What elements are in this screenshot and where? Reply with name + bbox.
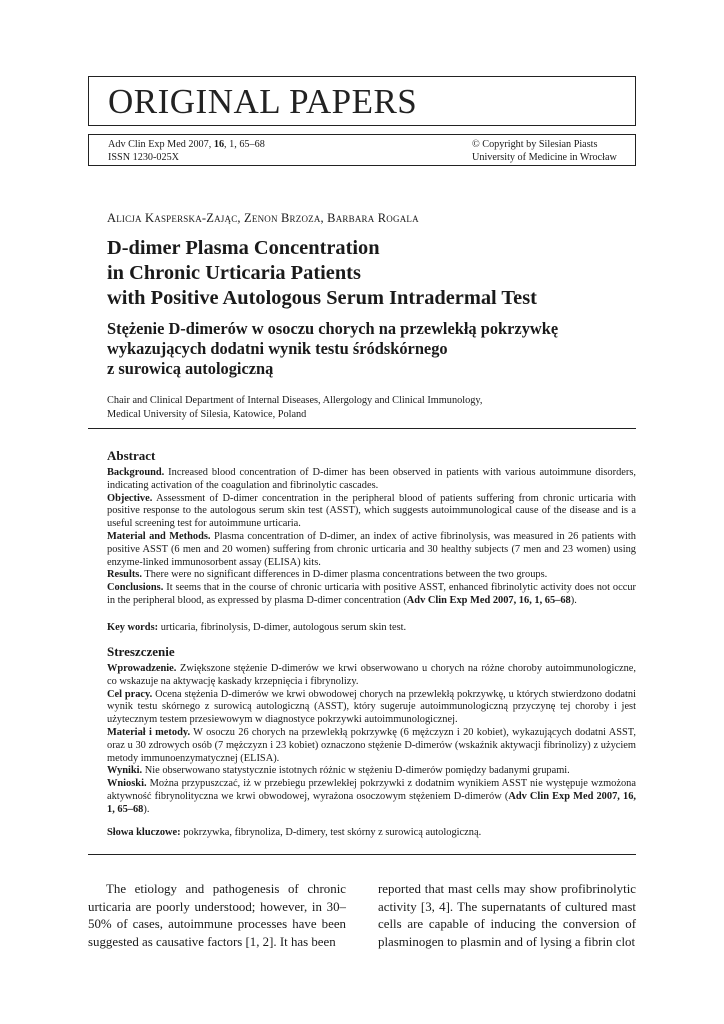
divider [88,854,636,855]
title-en-line: D-dimer Plasma Concentration [107,237,380,259]
title-pl-line: wykazujących dodatni wynik testu śródskórnego [107,339,448,358]
article-title-pl [107,319,627,379]
title-pl-line: Stężenie D-dimerów w osoczu chorych na przewlekłą pokrzywkę [107,319,559,338]
abstract-heading: Abstract [107,448,156,463]
body-paragraph: The etiology and pathogenesis of chronic urticaria are poorly understood; however, in 30–50% of cases, autoimmune processes have been suggested as causative factors [1, 2]. It has been [88,882,346,949]
section-banner [88,76,636,126]
body-column-right [378,881,636,951]
streszczenie-keywords: Słowa kluczowe: pokrzywka, fibrynoliza, D-dimery, test skórny z surowicą autologiczną. [107,827,482,838]
body-column-left [88,881,346,951]
authors: Alicja Kasperska-Zając, Zenon Brzoza, Barbara Rogala [107,211,419,225]
copyright-line-1: © Copyright by Silesian Piasts [472,139,598,150]
streszczenie-heading: Streszczenie [107,644,175,659]
title-en-line: in Chronic Urticaria Patients [107,262,361,284]
streszczenie-body [107,663,636,817]
copyright [472,138,617,164]
abstract-objective: Objective. Assessment of D-dimer concentration in the peripheral blood of patients suffering from chronic urticaria with positive response to the autologous serum skin test (ASST), which suggests autoimmunological cause of the disease and is a useful screening test for autoimmune urticaria. [107,492,636,530]
abstract-conclusions: Conclusions. It seems that in the course of chronic urticaria with positive ASST, enhanced fibrinolytic activity does not occur in the peripheral blood, as expressed by plasma D-dimer concentration (Adv Clin Exp Med 2007, 16, 1, 65–68). [107,582,636,606]
streszczenie-conclusions: Wnioski. Można przypuszczać, iż w przebiegu przewlekłej pokrzywki z dodatnim wynikiem ASST nie występuje wzmożona aktywność fibrynolityczna we krwi obwodowej, wyrażona osoczowym stężeniem D-dimerów (Adv Clin Exp Med 2007, 16, 1, 65–68). [107,778,636,815]
section-title: ORIGINAL PAPERS [108,82,418,121]
streszczenie-methods: Materiał i metody. W osoczu 26 chorych na przewlekłą pokrzywkę (6 mężczyzn i 20 kobiet), wykazujących dodatni ASST, oraz u 30 zdrowych osób (7 mężczyzn i 23 kobiet) oznaczono stężenie D-dimerów (wskaźnik aktywacji fibrinolizy) z użyciem metody immunoenzymatycznej (ELISA). [107,726,636,764]
divider [88,428,636,429]
journal-line-prefix: Adv Clin Exp Med 2007, [108,139,214,150]
affiliation-line: Chair and Clinical Department of Internal Diseases, Allergology and Clinical Immunology, [107,395,483,406]
streszczenie-results: Wyniki. Nie obserwowano statystycznie istotnych różnic w stężeniu D-dimerów pomiędzy badanymi grupami. [107,765,570,777]
article-title-en [107,236,627,311]
body-paragraph: reported that mast cells may show profibrinolytic activity [3, 4]. The supernatants of cultured mast cells are capable of inducing the conversion of plasminogen to plasmin and of lysing a fibrin clot [378,882,636,949]
journal-citation [108,138,265,164]
journal-meta-box [88,134,636,166]
journal-volume: 16 [213,139,225,150]
abstract-methods: Material and Methods. Plasma concentration of D-dimer, an index of active fibrinolysis, was measured in 26 patients with positive ASST (6 men and 20 women) suffering from chronic urticaria and 30 healthy subjects (7 men and 23 women) using enzyme-linked immunosorbent assay (ELISA) kits. [107,530,636,568]
affiliation [107,394,627,421]
streszczenie-aim: Cel pracy. Ocena stężenia D-dimerów we krwi obwodowej chorych na przewlekłą pokrzywkę, u których stwierdzono dodatni wynik testu skórnego z surowicą autologiczną (ASST), który sugeruje autoimmunologiczną przyczynę tej choroby i jest użytecznym testem przesiewowym w diagnostyce pokrzywki autoimmunologicznej. [107,688,636,726]
abstract-body [107,467,636,608]
title-en-line: with Positive Autologous Serum Intradermal Test [107,287,537,309]
journal-line-suffix: , 1, 65–68 [224,139,265,150]
abstract-keywords: Key words: urticaria, fibrinolysis, D-dimer, autologous serum skin test. [107,622,407,633]
abstract-results: Results. There were no significant differences in D-dimer plasma concentrations between the two groups. [107,569,548,581]
streszczenie-intro: Wprowadzenie. Zwiększone stężenie D-dimerów we krwi obserwowano u chorych na różne choroby autoimmunologiczne, co wskazuje na aktywację kaskady krzepnięcia i fibrynolizy. [107,663,636,687]
affiliation-line: Medical University of Silesia, Katowice, Poland [107,408,307,420]
copyright-line-2: University of Medicine in Wrocław [472,152,617,163]
issn: ISSN 1230-025X [108,152,180,163]
title-pl-line: z surowicą autologiczną [107,359,274,378]
abstract-background: Background. Increased blood concentration of D-dimer has been observed in patients with various autoimmune disorders, indicating activation of the coagulation and fibrinolytic cascades. [107,467,636,491]
